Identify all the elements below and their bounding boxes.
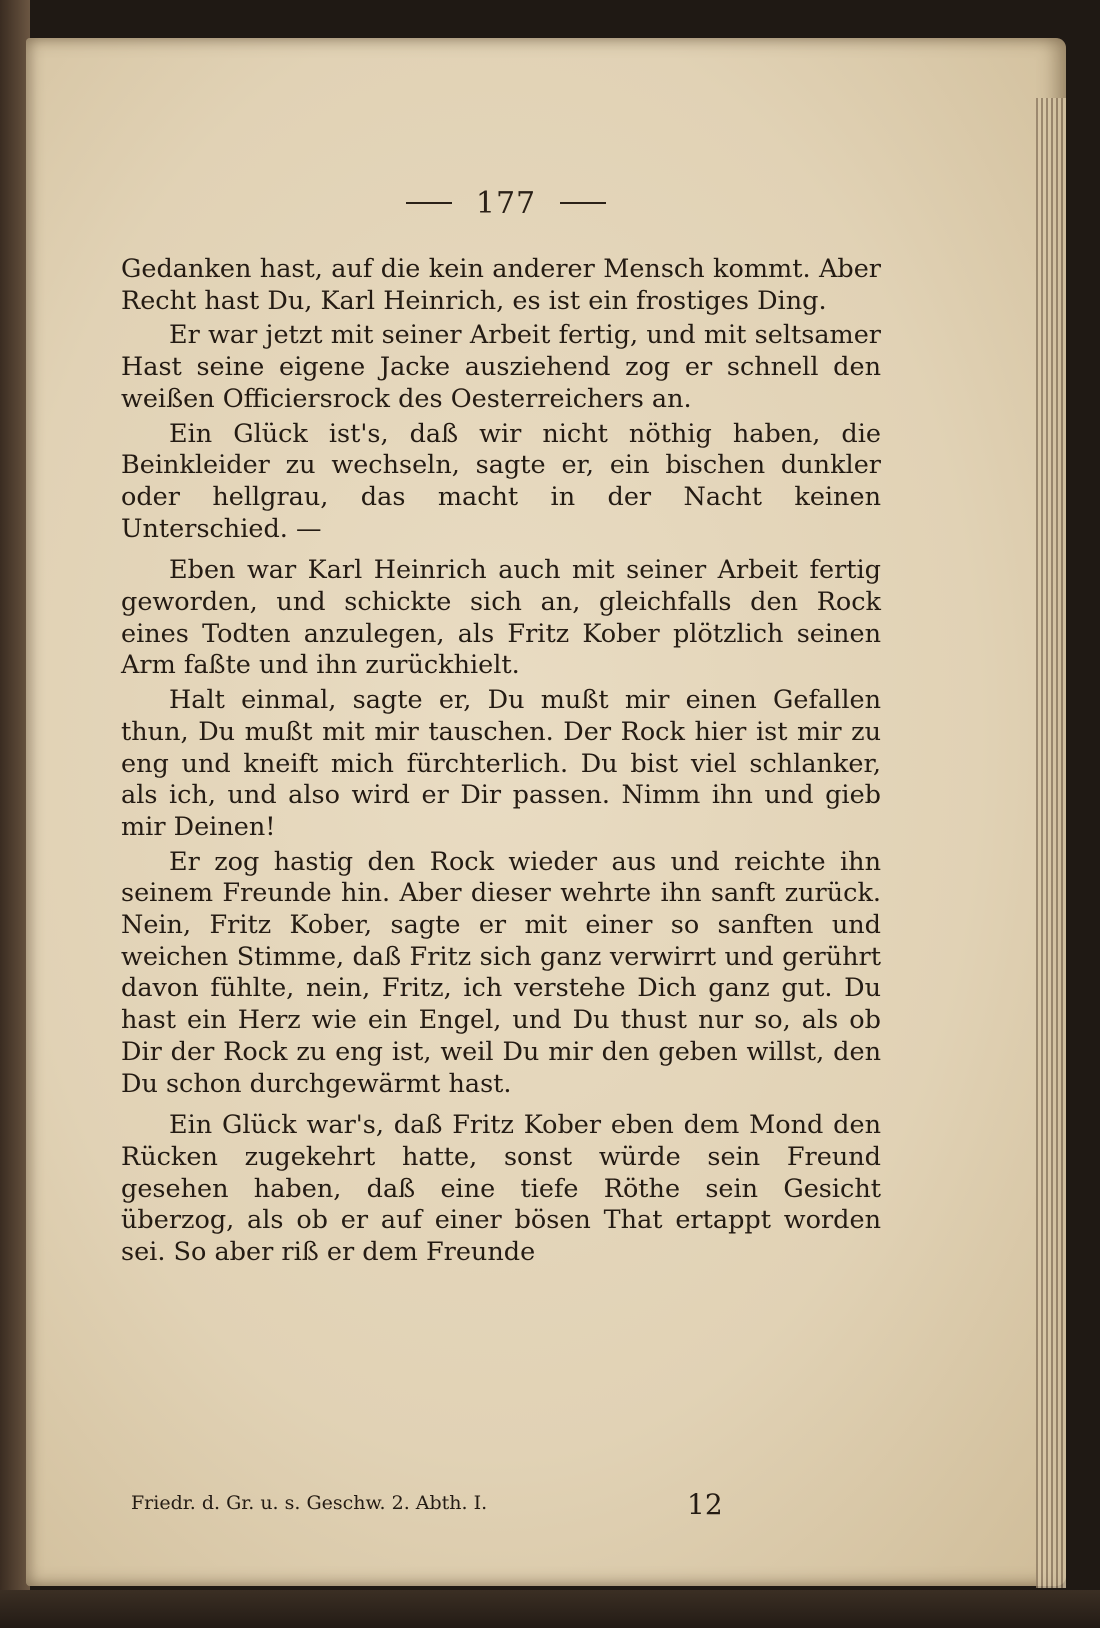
header-rule-right [560, 202, 606, 204]
page-header [386, 178, 626, 228]
paragraph-3: Ein Glück ist's, daß wir nicht nöthig haben, die Beinkleider zu wechseln, sagte er, ein bischen dunkler oder hellgrau, das macht in der Nacht keinen Unterschied. — [121, 418, 881, 544]
paragraph-6: Er zog hastig den Rock wieder aus und reichte ihn seinem Freunde hin. Aber dieser wehrte ihn sanft zurück. Nein, Fritz Kober, sagte er mit einer so sanften und weichen Stimme, daß Fritz sich ganz verwirrt und gerührt davon fühlte, nein, Fritz, ich verstehe Dich ganz gut. Du hast ein Herz wie ein Engel, und Du thust nur so, als ob Dir der Rock zu eng ist, weil Du mir den geben willst, den Du schon durchgewärmt hast. [121, 846, 881, 1099]
page-footer [131, 1488, 731, 1520]
paragraph-1: Gedanken hast, auf die kein anderer Mensch kommt. Aber Recht hast Du, Karl Heinrich, es ist ein frostiges Ding. [121, 254, 881, 316]
page-number: 177 [475, 185, 537, 221]
header-rule-left [406, 202, 452, 204]
body-text [121, 254, 881, 1272]
book-page [26, 38, 1066, 1586]
book-cover-bottom-edge [0, 1590, 1100, 1628]
page-edges [1036, 98, 1066, 1588]
paragraph-5: Halt einmal, sagte er, Du mußt mir einen Gefallen thun, Du mußt mit mir tauschen. Der Rock hier ist mir zu eng und kneift mich fürchterlich. Du bist viel schlanker, als ich, und also wird er Dir passen. Nimm ihn und gieb mir Deinen! [121, 685, 881, 842]
footer-signature: Friedr. d. Gr. u. s. Geschw. 2. Abth. I. [131, 1492, 488, 1514]
paragraph-4: Eben war Karl Heinrich auch mit seiner Arbeit fertig geworden, und schickte sich an, gleichfalls den Rock eines Todten anzulegen, als Fritz Kober plötzlich seinen Arm faßte und ihn zurückhielt. [121, 555, 881, 681]
footer-sheet-number: 12 [687, 1488, 723, 1521]
paragraph-7: Ein Glück war's, daß Fritz Kober eben dem Mond den Rücken zugekehrt hatte, sonst würde sein Freund gesehen haben, daß eine tiefe Röthe sein Gesicht überzog, als ob er auf einer bösen That ertappt worden sei. So aber riß er dem Freunde [121, 1110, 881, 1268]
paragraph-2: Er war jetzt mit seiner Arbeit fertig, und mit seltsamer Hast seine eigene Jacke ausziehend zog er schnell den weißen Officiersrock des Oesterreichers an. [121, 320, 881, 414]
